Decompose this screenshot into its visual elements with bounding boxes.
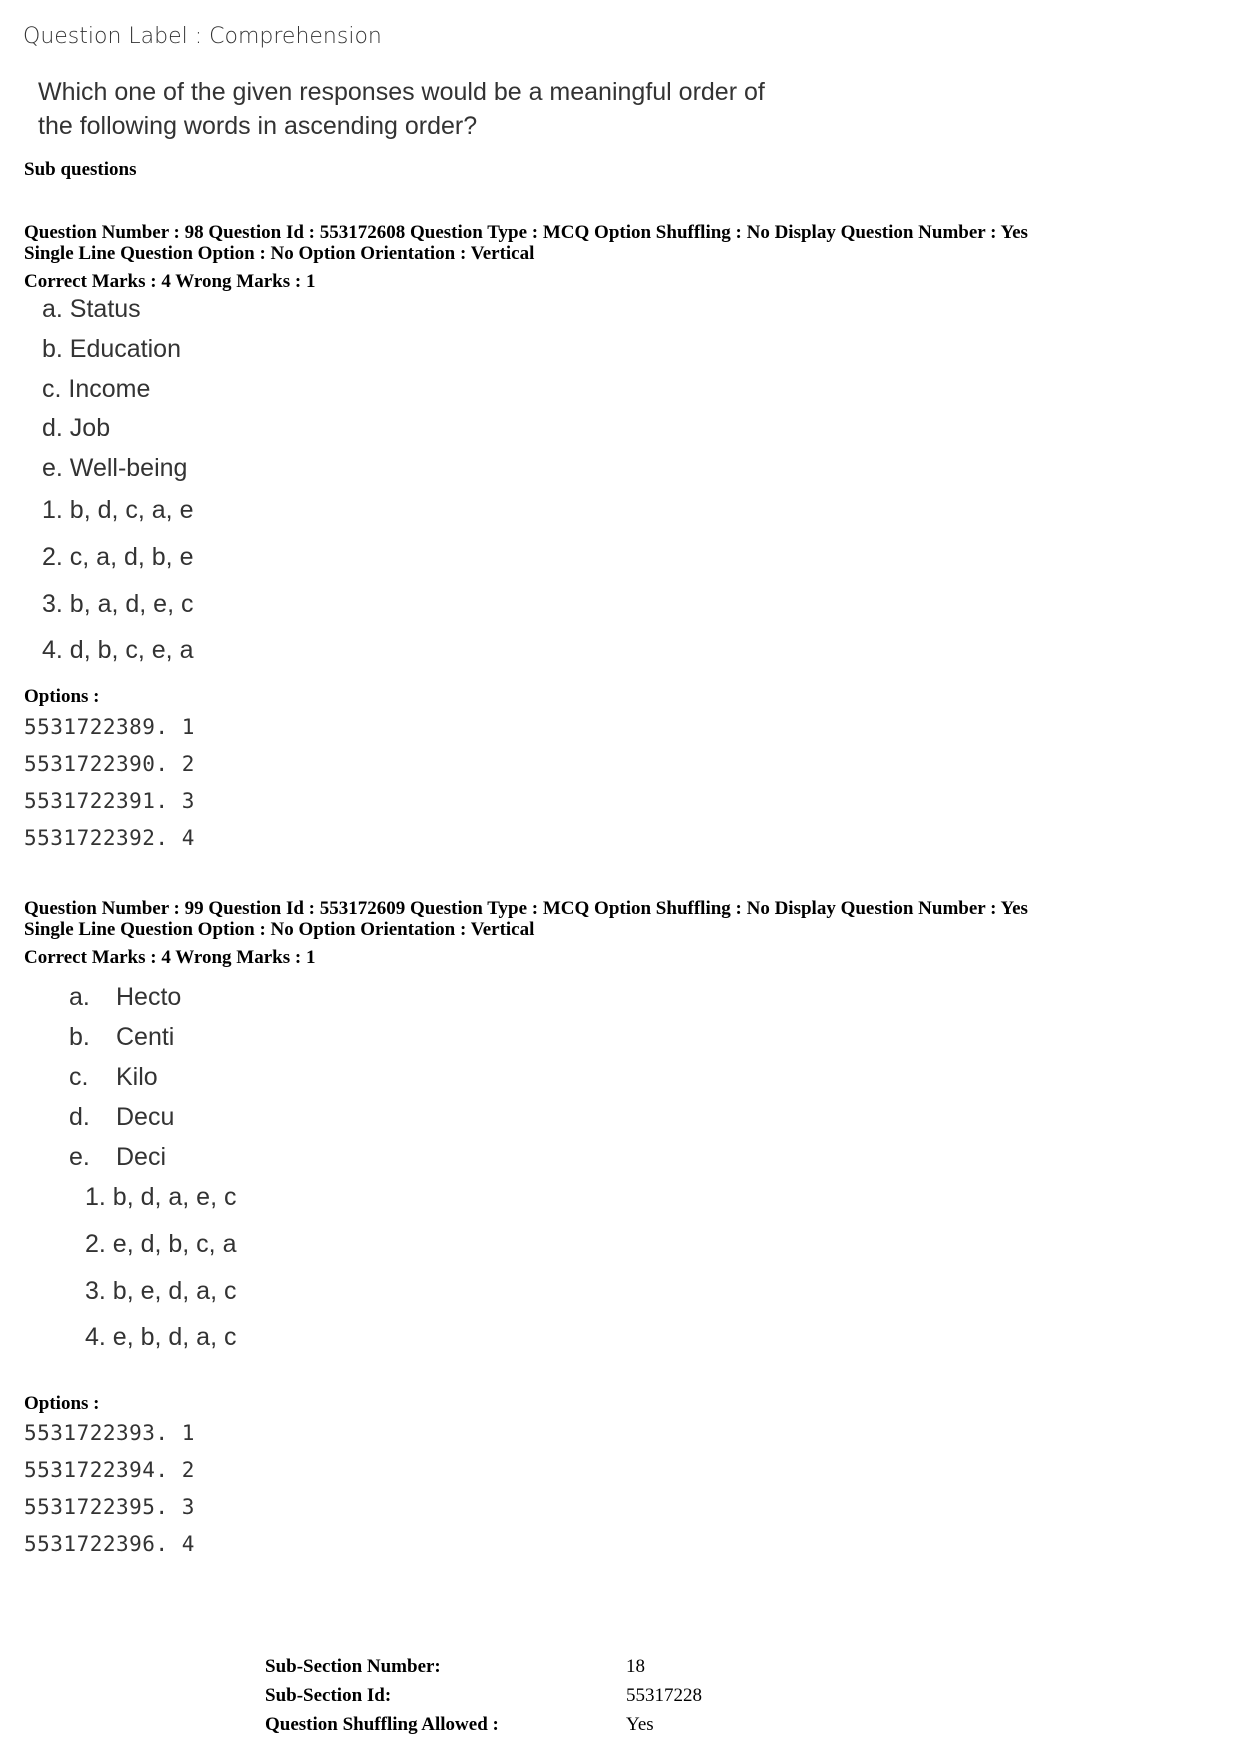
q98-marks-line: Correct Marks : 4 Wrong Marks : 1 (24, 271, 316, 292)
sub-questions-heading: Sub questions (24, 159, 137, 180)
footer-value-sub-section-number: 18 (626, 1656, 645, 1677)
q99-option-id-1: 5531722393. 1 (24, 1421, 195, 1445)
q99-choice-1: 1. b, d, a, e, c (85, 1183, 237, 1211)
q99-item-c-word: Kilo (116, 1063, 158, 1091)
q98-option-id-1: 5531722389. 1 (24, 715, 195, 739)
question-label: Question Label : Comprehension (23, 24, 382, 49)
q99-item-b-letter: b. (69, 1023, 90, 1051)
q99-item-d-letter: d. (69, 1103, 90, 1131)
question-stem-line-1: Which one of the given responses would be a meaningful order of (38, 78, 765, 106)
q99-options-heading: Options : (24, 1393, 100, 1414)
q98-item-a: a. Status (42, 295, 141, 323)
q98-option-id-3: 5531722391. 3 (24, 789, 195, 813)
q99-option-id-4: 5531722396. 4 (24, 1532, 195, 1556)
q99-marks-line: Correct Marks : 4 Wrong Marks : 1 (24, 947, 316, 968)
q99-item-a-word: Hecto (116, 983, 182, 1011)
footer-label-sub-section-id: Sub-Section Id: (265, 1685, 392, 1706)
q99-item-e-word: Deci (116, 1143, 167, 1171)
q99-choice-2: 2. e, d, b, c, a (85, 1230, 237, 1258)
q99-meta-line-2: Single Line Question Option : No Option Orientation : Vertical (24, 919, 535, 940)
footer-label-sub-section-number: Sub-Section Number: (265, 1656, 441, 1677)
q99-choice-4: 4. e, b, d, a, c (85, 1323, 237, 1351)
q98-option-id-4: 5531722392. 4 (24, 826, 195, 850)
q99-item-a-letter: a. (69, 983, 90, 1011)
q98-item-e: e. Well-being (42, 454, 188, 482)
q98-meta-line-1: Question Number : 98 Question Id : 553172608 Question Type : MCQ Option Shuffling : No Display Question Number : Yes (24, 222, 1028, 243)
q99-meta-line-1: Question Number : 99 Question Id : 553172609 Question Type : MCQ Option Shuffling : No Display Question Number : Yes (24, 898, 1028, 919)
q99-option-id-3: 5531722395. 3 (24, 1495, 195, 1519)
q99-option-id-2: 5531722394. 2 (24, 1458, 195, 1482)
q99-item-b-word: Centi (116, 1023, 175, 1051)
q98-choice-3: 3. b, a, d, e, c (42, 590, 194, 618)
q99-item-c-letter: c. (69, 1063, 89, 1091)
footer-label-question-shuffling: Question Shuffling Allowed : (265, 1714, 499, 1735)
q99-item-d-word: Decu (116, 1103, 175, 1131)
q98-options-heading: Options : (24, 686, 100, 707)
footer-value-sub-section-id: 55317228 (626, 1685, 702, 1706)
q98-item-b: b. Education (42, 335, 181, 363)
footer-value-question-shuffling: Yes (626, 1714, 654, 1735)
q98-choice-1: 1. b, d, c, a, e (42, 496, 194, 524)
q98-choice-4: 4. d, b, c, e, a (42, 636, 194, 664)
q98-item-c: c. Income (42, 375, 151, 403)
q98-option-id-2: 5531722390. 2 (24, 752, 195, 776)
q98-choice-2: 2. c, a, d, b, e (42, 543, 194, 571)
question-stem-line-2: the following words in ascending order? (38, 112, 478, 140)
q98-meta-line-2: Single Line Question Option : No Option Orientation : Vertical (24, 243, 535, 264)
q99-choice-3: 3. b, e, d, a, c (85, 1277, 237, 1305)
q99-item-e-letter: e. (69, 1143, 90, 1171)
q98-item-d: d. Job (42, 414, 111, 442)
